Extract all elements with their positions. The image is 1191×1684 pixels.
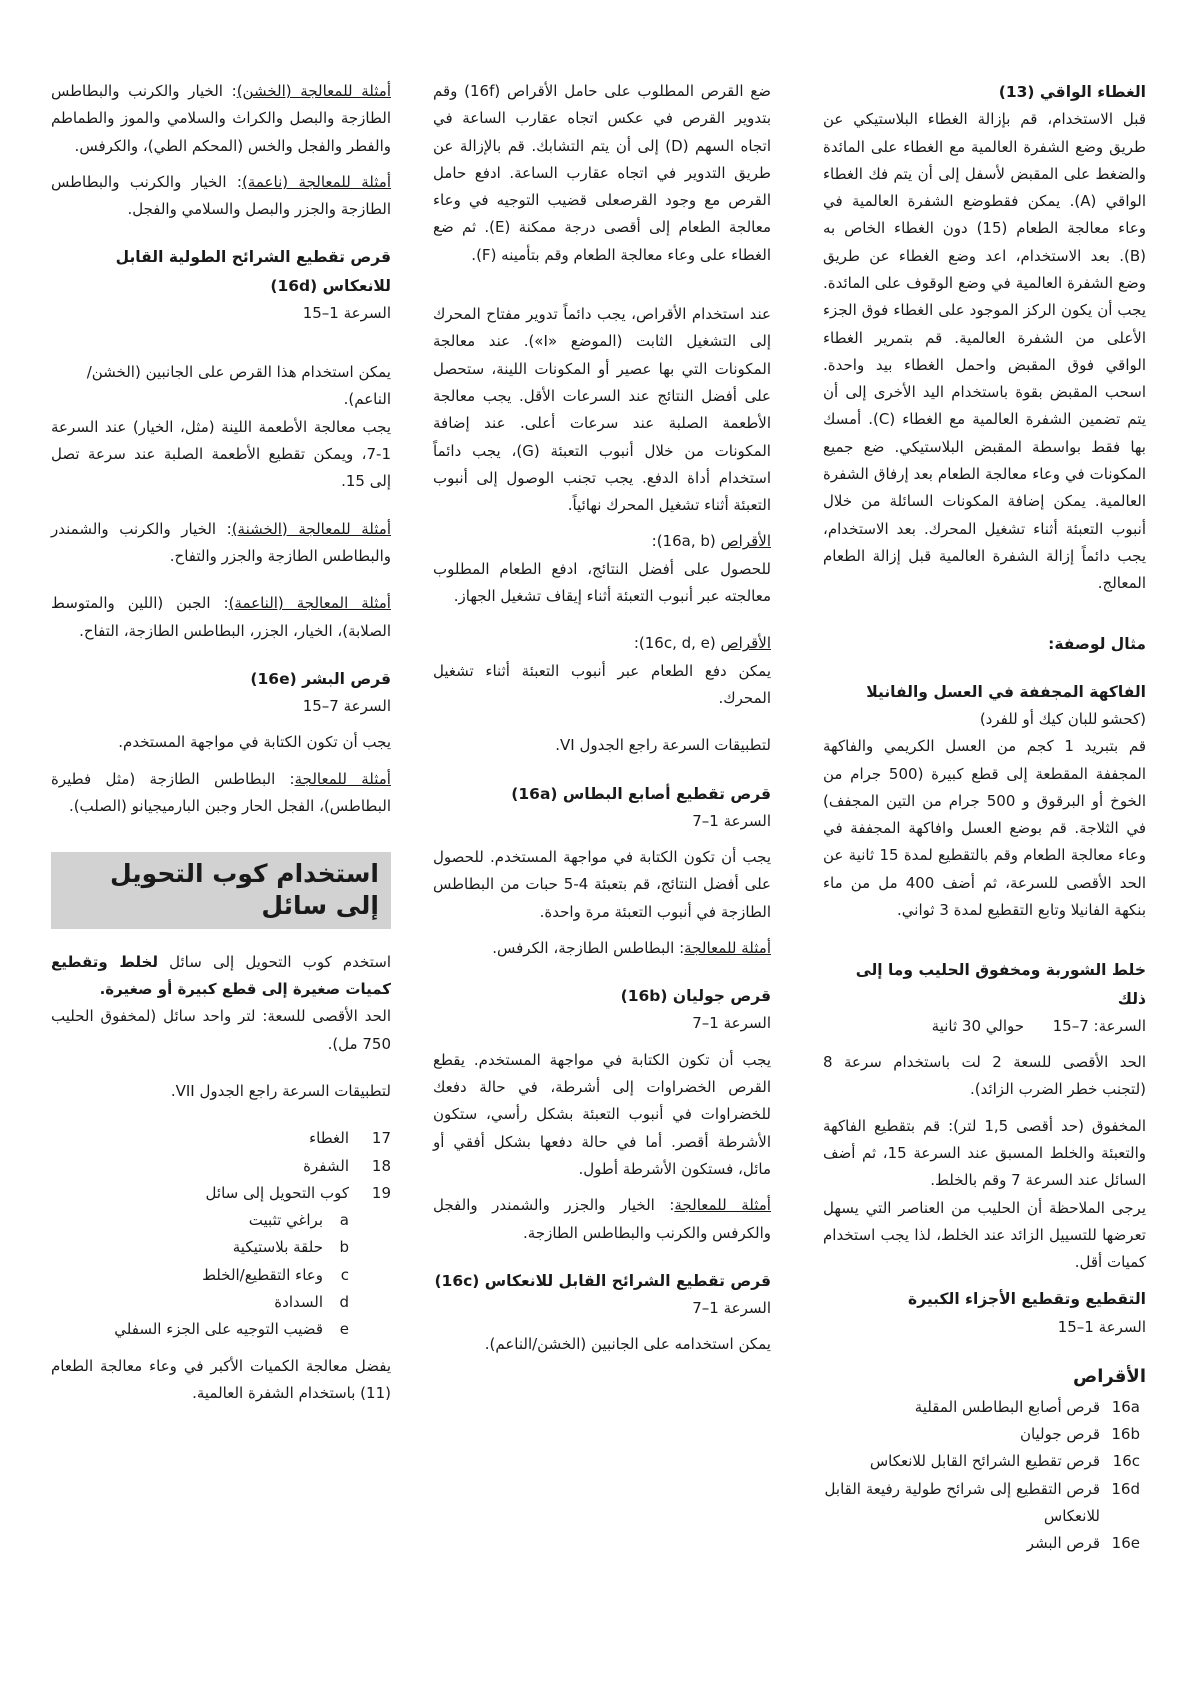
legend-letter: c <box>340 1265 349 1284</box>
coarse-examples-text: : الخيار والكرنب والبطاطس الطازجة والبصل والكراث والسلامي والموز والطماطم والفطر والفجل والخس (المحكم الطي)، والكرفس. <box>51 82 391 155</box>
list-item <box>51 1262 391 1289</box>
legend-label: كوب التحويل إلى سائل <box>205 1183 349 1202</box>
discs-list <box>823 1394 1146 1558</box>
list-item <box>51 1207 391 1234</box>
coarse-examples-label: أمثلة للمعالجة (الخشن) <box>236 82 391 100</box>
soup-note: يرجى الملاحظة أن الحليب من العناصر التي يسهل تعرضها للتسييل الزائد عند الخلط، لذا يجب استخدام كميات أقل. <box>823 1198 1146 1272</box>
legend-label: براغي تثبيت <box>248 1211 323 1230</box>
chop-title: التقطيع وتقطيع الأجزاء الكبيرة <box>908 1290 1146 1309</box>
discs-ab-suffix: (16a, b): <box>651 532 721 551</box>
column-middle <box>433 78 771 1359</box>
slice-title: قرص تقطيع الشرائح القابل للانعكاس (16c) <box>434 1271 771 1290</box>
blender-intro <box>51 949 391 1004</box>
slice-speed: السرعة 1–7 <box>692 1299 771 1317</box>
shred-text-2: يجب معالجة الأطعمة اللينة (مثل، الخيار) عند السرعة 1-7، ويمكن تقطيع الأطعمة الصلبة عند سرعة تصل إلى 15. <box>51 417 391 491</box>
list-item <box>51 1316 391 1343</box>
fries-speed: السرعة 1–7 <box>692 811 771 830</box>
fries-text: يجب أن تكون الكتابة في مواجهة المستخدم. للحصول على أفضل النتائج، قم بتعبئة 4-5 حبات من البطاطس الطازجة في أنبوب التعبئة مرة واحدة. <box>433 848 771 921</box>
shred-coarse-text: : الخيار والكرنب والشمندر والبطاطس الطازجة والجزر والتفاح. <box>51 519 391 565</box>
discs-ab-label: الأقراص <box>720 532 771 551</box>
soup-shake: المخفوق (حد أقصى 1,5 لتر): قم بتقطيع الفاكهة والتعبئة والخلط المسبق عند السرعة 15، ثم أضف السائل عند السرعة 7 وقم بالخلط. <box>823 1116 1146 1190</box>
fries-examples <box>433 935 771 962</box>
column-right <box>823 78 1146 1557</box>
shred-speed: السرعة 1–15 <box>302 303 391 322</box>
legend-label: الشفرة <box>303 1156 349 1175</box>
julienne-examples <box>433 1192 771 1247</box>
legend-label: الغطاء <box>309 1129 349 1148</box>
grate-title: قرص البشر (16e) <box>250 669 391 688</box>
place-disc-text: ضع القرص المطلوب على حامل الأقراص (16f) وقم بتدوير القرص في عكس اتجاه عقارب الساعة في اتجاه السهم (D) إلى أن يتم التشابك. قم بالإزالة عن طريق التدوير في اتجاه عقارب الساعة. ادفع حامل القرص مع وجود القرصعلى قضيب التوجيه في وعاء معالجة الطعام إلى أقصى درجة ممكنة (E). ثم ضع الغطاء على وعاء معالجة الطعام وقم بتأمينه (F). <box>433 82 772 264</box>
list-item <box>823 1530 1146 1557</box>
legend-letter: d <box>339 1293 349 1312</box>
recipe-title: الفاكهة المجففة في العسل والفانيلا <box>866 682 1146 701</box>
recipe-subtitle: (كحشو للبان كيك أو للفرد) <box>979 709 1146 728</box>
shred-coarse-label: أمثلة للمعالجة (الخشنة) <box>231 519 391 538</box>
disc-number: 16c <box>1112 1452 1140 1471</box>
shred-fine-examples <box>51 590 391 645</box>
speed-reference: لتطبيقات السرعة راجع الجدول VI. <box>555 736 771 755</box>
disc-number: 16e <box>1111 1534 1140 1553</box>
blender-intro-bold: لخلط وتقطيع كميات صغيرة إلى قطع كبيرة أو صغيرة. <box>51 952 391 999</box>
blender-intro-text: استخدم كوب التحويل إلى سائل <box>157 952 391 971</box>
grate-examples <box>51 766 391 821</box>
fries-examples-label: أمثلة للمعالجة <box>684 938 771 957</box>
julienne-examples-text: : الخيار والجزر والشمندر والفجل والكرفس والكرنب والبطاطس الطازجة. <box>433 1196 771 1242</box>
fine-examples-text: : الخيار والكرنب والبطاطس الطازجة والجزر والبصل والسلامي والفجل. <box>51 172 391 219</box>
lid-text: قبل الاستخدام، قم بإزالة الغطاء البلاستيكي عن طريق وضع الشفرة العالمية مع الغطاء على المائدة والضغط على المقبض لأسفل إلى أن يتم فك الغطاء الواقي (A). يمكن فقطوضع الشفرة العالمية في وعاء معالجة الطعام (15) دون الغطاء الخاص به (B). بعد الاستخدام، اعد وضع الغطاء عن طريق وضع الشفرة العالمية في وضع الوقوف على المائدة. يجب أن يكون الركز الموجود على الغطاء فوق الجزء الأعلى من الشفرة العالمية. قم بتمرير الغطاء الواقي فوق المقبض واحمل الغطاء بيد واحدة. اسحب المقبض بقوة باستخدام اليد الأخرى إلى أن يتم تضمين الشفرة العالمية مع الغطاء (C). أمسك بها فقط بواسطة المقبض البلاستيكي. ضع جميع المكونات في وعاء معالجة الطعام بعد إرفاق الشفرة العالمية. يمكن إضافة المكونات السائلة من خلال أنبوب التعبئة أثناء تشغيل المحرك. بعد الاستخدام، يجب دائماً إزالة الشفرة العالمية قبل إزالة الطعام المعالج. <box>823 110 1146 593</box>
list-item <box>51 1289 391 1316</box>
shred-coarse-examples <box>51 516 391 571</box>
discs-cde-suffix: (16c, d, e): <box>633 634 721 653</box>
list-item <box>51 1153 391 1180</box>
list-item <box>51 1234 391 1261</box>
julienne-examples-label: أمثلة للمعالجة <box>674 1196 771 1215</box>
legend-label: السدادة <box>274 1293 323 1312</box>
discs-title: الأقراص <box>1073 1365 1146 1387</box>
julienne-title: قرص جوليان (16b) <box>620 987 771 1006</box>
grate-examples-label: أمثلة للمعالجة <box>294 769 391 788</box>
julienne-speed: السرعة 1–7 <box>692 1014 771 1033</box>
legend-label: حلقة بلاستيكية <box>232 1238 323 1257</box>
legend-label: قضيب التوجيه على الجزء السفلي <box>114 1320 323 1339</box>
recipe-text: قم بتبريد 1 كجم من العسل الكريمي والفاكهة المجففة المقطعة إلى قطع كبيرة (500 جرام من الخوخ أو البرقوق و 500 جرام من التين المجفف) في الثلاجة. قم بوضع العسل وافاكهة المجففة في وعاء معالجة الطعام وقم بالتقطيع لمدة 15 ثانية عن الحد الأقصى للسرعة، ثم أضف 400 مل من ماء بنكهة الفانيلا وتابع التقطيع لمدة 3 ثواني. <box>823 737 1147 920</box>
chop-speed: السرعة 1–15 <box>1057 1317 1146 1336</box>
legend-number: 17 <box>371 1129 391 1148</box>
list-item <box>51 1180 391 1207</box>
disc-number: 16a <box>1111 1397 1140 1416</box>
column-left <box>51 78 391 1407</box>
fine-examples-label: أمثلة للمعالجة (ناعمة) <box>241 172 391 191</box>
legend-letter: a <box>339 1211 349 1230</box>
disc-number: 16b <box>1111 1424 1140 1443</box>
fries-examples-text: : البطاطس الطازجة، الكرفس. <box>492 938 685 957</box>
discs-cde-text: يمكن دفع الطعام عبر أنبوب التعبئة أثناء تشغيل المحرك. <box>433 661 771 707</box>
julienne-text: يجب أن تكون الكتابة في مواجهة المستخدم. يقطع القرص الخضراوات إلى أشرطة، في حالة دفعك للخضراوات في أنبوب التعبئة بشكل رأسي، ستكون الأشرطة أقصر. أما في حالة دفعها بشكل أفقي أو مائل، فستكون الأشرطة أطول. <box>433 1050 771 1178</box>
disc-number: 16d <box>1111 1479 1140 1498</box>
disc-label: قرص جوليان <box>1019 1424 1100 1443</box>
slice-text: يمكن استخدامه على الجانبين (الخشن/الناعم). <box>484 1335 771 1354</box>
shred-fine-label: أمثلة المعالجة (الناعمة) <box>228 594 391 613</box>
shred-text-1: يمكن استخدام هذا القرص على الجانبين (الخشن/الناعم). <box>86 363 391 409</box>
legend-number: 19 <box>371 1183 391 1202</box>
shred-title-2: للانعكاس (16d) <box>270 276 391 295</box>
legend-label: وعاء التقطيع/الخلط <box>202 1265 323 1284</box>
list-item <box>51 1125 391 1152</box>
legend-number: 18 <box>371 1156 391 1175</box>
discs-ab-text: للحصول على أفضل النتائج، ادفع الطعام المطلوب معالجته عبر أنبوب التعبئة أثناء إيقاف تشغيل الجهاز. <box>433 559 771 606</box>
legend-letter: b <box>339 1238 349 1257</box>
shred-fine-text: : الجبن (اللين والمتوسط الصلابة)، الخيار، الجزر، البطاطس الطازجة، التفاح. <box>51 594 391 640</box>
lid-title: الغطاء الواقي (13) <box>998 83 1146 101</box>
use-discs-text: عند استخدام الأقراص، يجب دائماً تدوير مفتاح المحرك إلى التشغيل الثابت (الموضع «I»). عند معالجة المكونات التي بها عصير أو المكونات اللينة، ستحصل على أفضل النتائج عند السرعات الأقل. يجب معالجة الأطعمة الصلبة عند سرعات أعلى. عند إضافة المكونات من خلال أنبوب التعبئة (G)، يجب دائماً استخدام أداة الدفع. يجب تجنب الوصول إلى أنبوب التعبئة أثناء تشغيل المحرك نهائياً. <box>433 305 771 515</box>
shred-title-1: قرص تقطيع الشرائح الطولية القابل <box>115 248 391 267</box>
legend-letter: e <box>339 1320 349 1339</box>
disc-label: قرص تقطيع الشرائح القابل للانعكاس <box>869 1452 1100 1471</box>
blender-final-note: يفضل معالجة الكميات الأكبر في وعاء معالجة الطعام (11) باستخدام الشفرة العالمية. <box>51 1356 391 1402</box>
disc-label: قرص التقطيع إلى شرائح طولية رفيعة القابل للانعكاس <box>824 1479 1100 1525</box>
soup-max: الحد الأقصى للسعة 2 لت باستخدام سرعة 8 (لتجنب خطر الضرب الزائد). <box>823 1053 1146 1099</box>
blender-speed-reference: لتطبيقات السرعة راجع الجدول VII. <box>170 1081 391 1100</box>
disc-label: قرص البشر <box>1026 1534 1100 1553</box>
discs-ab-heading <box>433 528 771 555</box>
list-item <box>823 1394 1146 1421</box>
discs-cde-heading <box>433 630 771 657</box>
coarse-examples <box>51 78 391 160</box>
grate-speed: السرعة 7–15 <box>302 697 391 716</box>
recipe-heading: مثال لوصفة: <box>1048 634 1146 653</box>
disc-label: قرص أصابع البطاطس المقلية <box>914 1397 1100 1416</box>
blender-max: الحد الأقصى للسعة: لتر واحد سائل (لمخفوق الحليب 750 مل). <box>51 1007 391 1053</box>
grate-examples-text: : البطاطس الطازجة (مثل فطيرة البطاطس)، الفجل الحار وجبن البارميجيانو (الصلب). <box>51 769 391 815</box>
list-item <box>823 1476 1146 1531</box>
list-item <box>823 1448 1146 1475</box>
blender-section-title: استخدام كوب التحويل إلى سائل <box>51 852 391 929</box>
fine-examples <box>51 169 391 224</box>
blender-legend <box>51 1125 391 1343</box>
fries-title: قرص تقطيع أصابع البطاس (16a) <box>511 784 771 803</box>
soup-title: خلط الشوربة ومخفوق الحليب وما إلى ذلك <box>855 961 1146 1008</box>
list-item <box>823 1421 1146 1448</box>
discs-cde-label: الأقراص <box>720 634 771 653</box>
soup-speed: السرعة: 7–15 حوالي 30 ثانية <box>931 1016 1146 1035</box>
grate-text: يجب أن تكون الكتابة في مواجهة المستخدم. <box>118 733 391 752</box>
